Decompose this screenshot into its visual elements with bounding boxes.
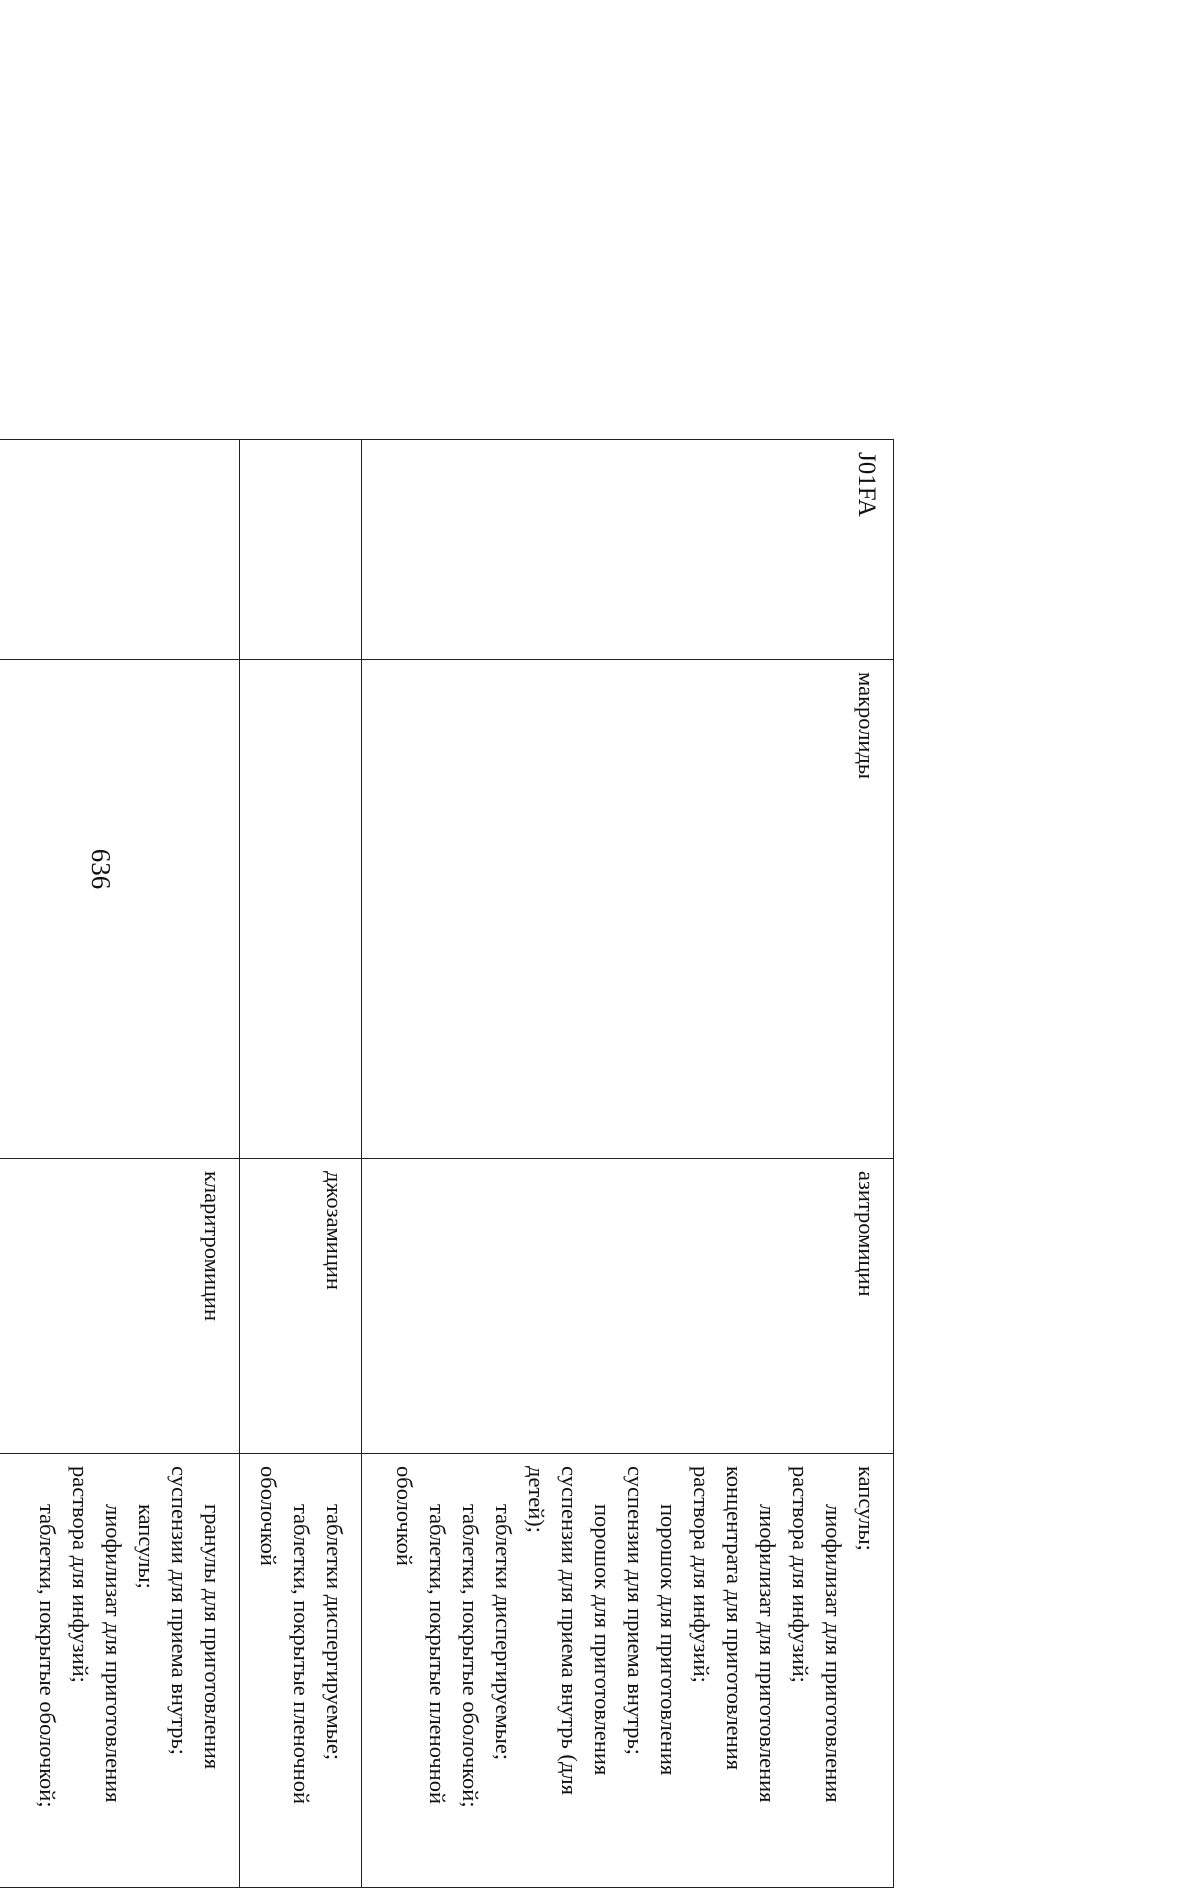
table-row xyxy=(0,440,240,1888)
dosage-forms-cell xyxy=(240,1454,362,1888)
dosage-form-line: таблетки, покрытые оболочкой; xyxy=(35,1504,60,1808)
dosage-form-line: суспензии для приема внутрь; xyxy=(623,1466,648,1756)
dosage-form-line: раствора для инфузий; xyxy=(689,1466,714,1683)
drug-name: азитромицин xyxy=(854,1171,879,1297)
group-cell xyxy=(0,660,240,1159)
dosage-form-line: таблетки диспергируемые; xyxy=(322,1504,347,1761)
group-cell xyxy=(240,660,362,1159)
dosage-form-line: таблетки, покрытые оболочкой; xyxy=(458,1504,483,1808)
rotated-table-wrapper xyxy=(0,439,894,1808)
dosage-form-line: суспензии для приема внутрь; xyxy=(167,1466,192,1756)
dosage-form-line: капсулы; xyxy=(134,1504,159,1589)
dosage-form-line: суспензии для приема внутрь (для xyxy=(557,1466,582,1795)
dosage-form-line: капсулы; xyxy=(854,1466,879,1551)
atc-code: J01FA xyxy=(853,452,880,517)
dosage-forms-list xyxy=(31,1466,229,1877)
dosage-form-line: таблетки диспергируемые; xyxy=(491,1504,516,1761)
dosage-form-line: лиофилизат для приготовления xyxy=(101,1504,126,1803)
dosage-forms-cell xyxy=(0,1454,240,1888)
drug-name: кларитромицин xyxy=(200,1171,225,1322)
dosage-form-line: оболочкой xyxy=(256,1466,281,1566)
atc-code-cell xyxy=(362,440,894,660)
dosage-forms-cell xyxy=(362,1454,894,1888)
dosage-form-line: порошок для приготовления xyxy=(590,1504,615,1776)
dosage-forms-list xyxy=(388,1466,883,1877)
atc-code-cell xyxy=(240,440,362,660)
page-number: 636 xyxy=(86,848,116,890)
drug-name: джозамицин xyxy=(322,1171,347,1290)
dosage-form-line: гранулы для приготовления xyxy=(200,1504,225,1770)
dosage-form-line: лиофилизат для приготовления xyxy=(755,1504,780,1803)
dosage-form-line: детей); xyxy=(524,1466,549,1534)
drug-cell xyxy=(362,1159,894,1454)
drug-cell xyxy=(240,1159,362,1454)
dosage-form-line: таблетки, покрытые пленочной xyxy=(425,1504,450,1805)
table-row xyxy=(362,440,894,1888)
drug-cell xyxy=(0,1159,240,1454)
table-row xyxy=(240,440,362,1888)
dosage-form-line: оболочкой xyxy=(392,1466,417,1566)
dosage-form-line: раствора для инфузий; xyxy=(68,1466,93,1683)
group-name: макролиды xyxy=(854,672,879,780)
dosage-form-line: таблетки, покрытые пленочной xyxy=(289,1504,314,1805)
drug-table xyxy=(0,439,894,1888)
dosage-forms-list xyxy=(252,1466,351,1877)
dosage-form-line: раствора для инфузий; xyxy=(788,1466,813,1683)
dosage-form-line: концентрата для приготовления xyxy=(722,1466,747,1770)
dosage-form-line: лиофилизат для приготовления xyxy=(821,1504,846,1803)
atc-code-cell xyxy=(0,440,240,660)
group-cell xyxy=(362,660,894,1159)
dosage-form-line: порошок для приготовления xyxy=(656,1504,681,1776)
